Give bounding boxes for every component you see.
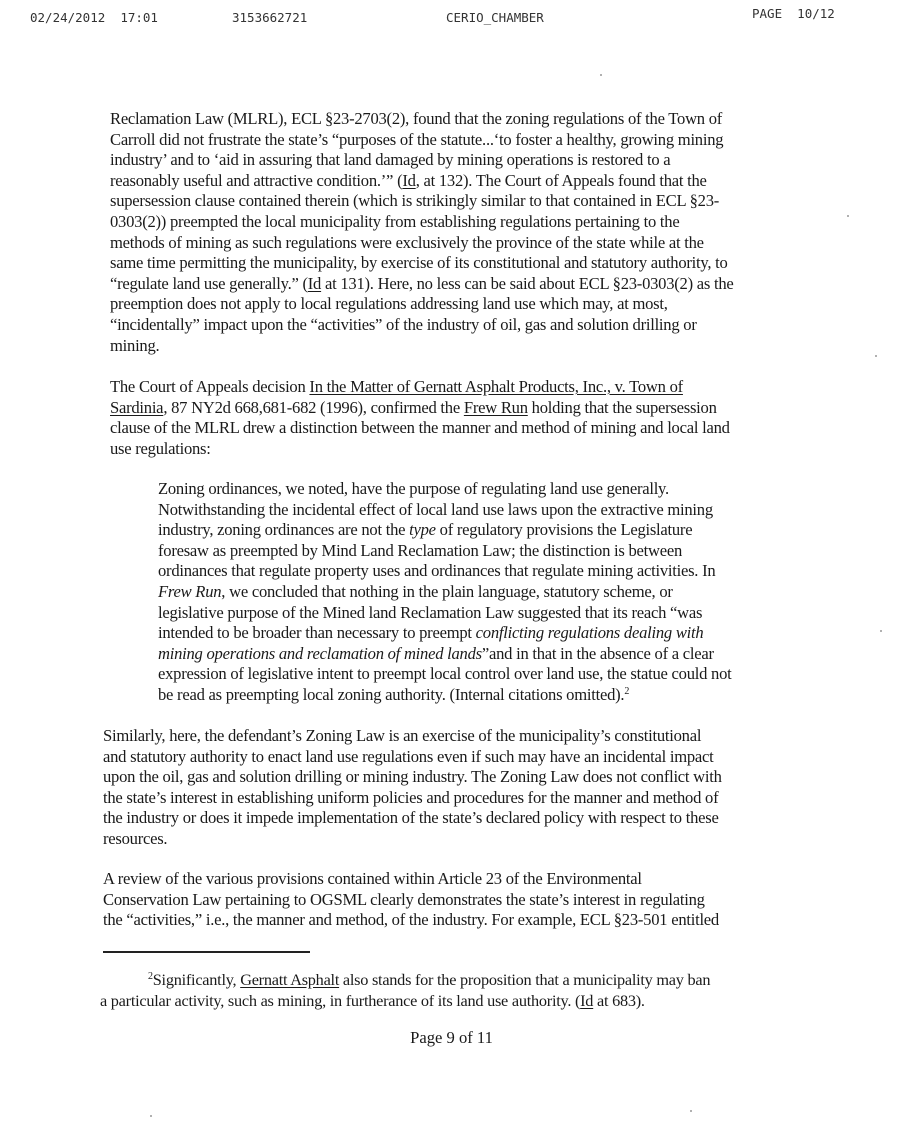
text-span: holding that the supersession xyxy=(527,397,717,417)
text-span: also stands for the proposition that a municipality may ban xyxy=(339,970,711,989)
text-line xyxy=(110,398,730,419)
fax-time: 17:01 xyxy=(120,10,158,25)
text-line: Zoning ordinances, we noted, have the purpose of regulating land use generally. xyxy=(158,479,669,498)
text-span: at 131). Here, no less can be said about ECL §23-0303(2) as the xyxy=(321,273,734,293)
text-line: mining. xyxy=(110,335,160,355)
paragraph-4 xyxy=(103,869,719,931)
italic-quote: conflicting regulations dealing with xyxy=(475,623,704,643)
text-line: legislative purpose of the Mined land Reclamation Law suggested that its reach “was xyxy=(158,602,703,622)
text-line: the “activities,” i.e., the manner and method, of the industry. For example, ECL §23-501 entitled xyxy=(103,910,719,930)
text-line: industry’ and to ‘aid in assuring that land damaged by mining operations is restored to a xyxy=(110,150,671,170)
text-line: “incidentally” impact upon the “activities” of the industry of oil, gas and solution drilling or xyxy=(110,314,697,334)
paragraph-1 xyxy=(110,109,734,356)
text-line xyxy=(100,970,710,991)
text-line xyxy=(158,582,732,603)
scan-speck xyxy=(600,74,602,76)
text-line: supersession clause contained therein (which is strikingly similar to that contained in ECL §23- xyxy=(110,191,720,211)
text-line: Carroll did not frustrate the state’s “purposes of the statute...‘to foster a healthy, growing mining xyxy=(110,129,724,149)
text-line: and statutory authority to enact land use regulations even if such may have an incidental impact xyxy=(103,746,714,766)
case-name-sardinia: Sardinia xyxy=(110,397,164,417)
text-line: clause of the MLRL drew a distinction between the manner and method of mining and local land xyxy=(110,418,730,438)
text-line: same time permitting the municipality, by exercise of its constitutional and statutory authority, to xyxy=(110,253,728,273)
page-number-footer: Page 9 of 11 xyxy=(410,1028,493,1047)
text-line: Reclamation Law (MLRL), ECL §23-2703(2), found that the zoning regulations of the Town of xyxy=(110,109,723,128)
case-name-gernatt-asphalt: Gernatt Asphalt xyxy=(240,970,340,989)
text-line: upon the oil, gas and solution drilling or mining industry. The Zoning Law does not conflict with xyxy=(103,767,722,787)
text-line xyxy=(158,644,732,665)
fax-sender: CERIO_CHAMBER xyxy=(446,10,544,25)
footnote-reference: 2 xyxy=(624,685,630,697)
italic-quote: mining operations and reclamation of mined lands xyxy=(158,643,482,663)
text-span: Significantly, xyxy=(152,970,241,989)
text-line: foresaw as preempted by Mind Land Reclamation Law; the distinction is between xyxy=(158,540,683,560)
text-line: preemption does not apply to local regulations addressing land use which may, at most, xyxy=(110,294,668,314)
scan-speck xyxy=(150,1115,152,1117)
text-span: , at 132). The Court of Appeals found that the xyxy=(415,170,707,190)
text-line xyxy=(110,377,730,398)
footnote-number: 2 xyxy=(148,971,153,982)
text-line: Notwithstanding the incidental effect of local land use laws upon the extractive mining xyxy=(158,499,713,519)
paragraph-2 xyxy=(110,377,730,459)
text-span: be read as preempting local zoning authority. (Internal citations omitted). xyxy=(158,684,625,704)
italic-type: type xyxy=(409,520,436,540)
block-quote xyxy=(158,479,732,706)
text-span: of regulatory provisions the Legislature xyxy=(435,520,693,540)
text-line: 0303(2)) preempted the local municipality from establishing regulations pertaining to the xyxy=(110,211,680,231)
footnote-2 xyxy=(100,970,710,1011)
text-span: at 683). xyxy=(593,990,645,1010)
text-line: the state’s interest in establishing uniform policies and procedures for the manner and method of xyxy=(103,787,719,807)
text-span: intended to be broader than necessary to preempt xyxy=(158,623,476,643)
text-span: , we concluded that nothing in the plain language, statutory scheme, or xyxy=(221,581,673,601)
text-line: resources. xyxy=(103,828,168,848)
text-line xyxy=(158,520,732,541)
paragraph-3 xyxy=(103,726,722,850)
citation-id: Id xyxy=(580,990,594,1010)
text-span: , 87 NY2d 668,681-682 (1996), confirmed the xyxy=(163,397,464,417)
text-span: a particular activity, such as mining, in furtherance of its land use authority. ( xyxy=(100,990,581,1010)
case-name-gernatt: In the Matter of Gernatt Asphalt Products, Inc., v. Town of xyxy=(309,377,683,396)
text-line: ordinances that regulate property uses and ordinances that regulate mining activities. In xyxy=(158,561,716,581)
fax-phone: 3153662721 xyxy=(232,10,308,25)
text-line: the industry or does it impede implementation of the state’s declared policy with respect to these xyxy=(103,808,719,828)
text-span: reasonably useful and attractive condition.’” ( xyxy=(110,170,403,190)
text-span: The Court of Appeals decision xyxy=(110,377,310,396)
text-line xyxy=(110,274,734,295)
citation-id: Id xyxy=(402,170,416,190)
text-line: Similarly, here, the defendant’s Zoning Law is an exercise of the municipality’s constitutional xyxy=(103,726,702,745)
citation-id: Id xyxy=(307,273,322,293)
text-line: use regulations: xyxy=(110,438,211,458)
scan-speck xyxy=(690,1110,692,1112)
text-span: ”and in that in the absence of a clear xyxy=(481,643,714,663)
text-line xyxy=(110,171,734,192)
italic-frew-run: Frew Run xyxy=(158,581,222,601)
text-line: Conservation Law pertaining to OGSML clearly demonstrates the state’s interest in regulating xyxy=(103,889,705,909)
text-line xyxy=(158,685,732,706)
footnote-separator xyxy=(103,951,310,953)
scan-speck xyxy=(880,630,882,632)
text-line xyxy=(100,991,710,1012)
fax-date: 02/24/2012 xyxy=(30,10,106,25)
fax-page-number: 10/12 xyxy=(797,6,835,21)
text-span: “regulate land use generally.” ( xyxy=(110,273,308,293)
scan-speck xyxy=(875,355,877,357)
text-line: methods of mining as such regulations were exclusively the province of the state while at the xyxy=(110,232,704,252)
text-span: industry, zoning ordinances are not the xyxy=(158,520,410,540)
fax-page-label: PAGE xyxy=(752,6,783,21)
text-line: A review of the various provisions contained within Article 23 of the Environmental xyxy=(103,869,642,888)
text-line: expression of legislative intent to preempt local control over land use, the statue could not xyxy=(158,664,732,684)
text-line xyxy=(158,623,732,644)
scan-speck xyxy=(847,215,849,217)
case-name-frew-run: Frew Run xyxy=(463,397,528,417)
